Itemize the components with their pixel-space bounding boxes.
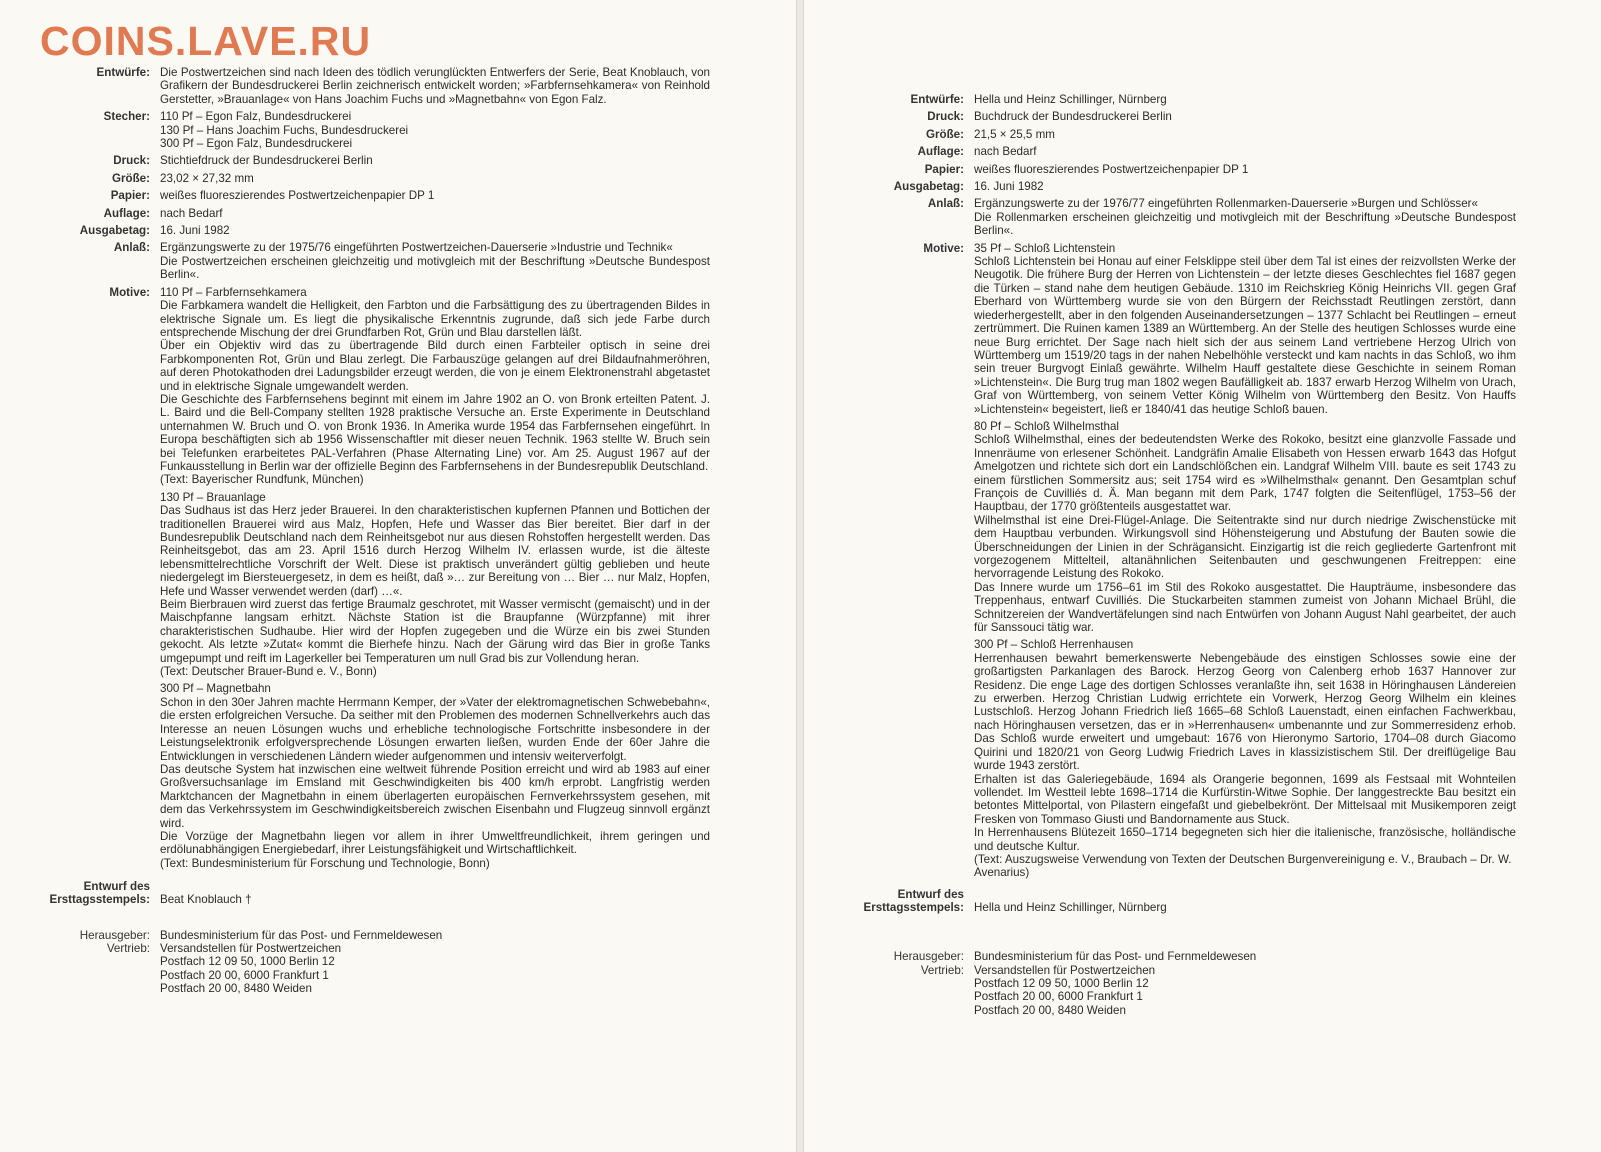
publisher-line: Postfach 20 00, 6000 Frankfurt 1 [160, 968, 329, 982]
motive-title: 300 Pf – Schloß Herrenhausen [974, 638, 1134, 652]
publisher-line: Postfach 12 09 50, 1000 Berlin 12 [974, 976, 1149, 990]
row-ausgabetag [854, 180, 1516, 193]
row-stempel [854, 888, 1516, 914]
anlass-paragraph: Die Rollenmarken erscheinen gleichzeitig und motivgleich mit der Beschriftung »Deutsche Bundespost Berlin«. [974, 210, 1516, 238]
label-anlass: Anlaß: [113, 241, 150, 255]
motive-paragraph: Die Vorzüge der Magnetbahn liegen vor allem in ihrer Umweltfreundlichkeit, ihrem geringen und erdölunabhängigen Energiebedarf, ihrer Leistungsfähigkeit und Wirtschaftlichkeit. [160, 829, 710, 857]
row-stecher [48, 110, 710, 150]
motive-block [160, 682, 710, 870]
motive-block [974, 638, 1516, 879]
row-papier [854, 163, 1516, 176]
value-ausgabetag: 16. Juni 1982 [160, 224, 230, 238]
watermark: COINS.LAVE.RU [40, 18, 372, 64]
motive-paragraph: Das Innere wurde um 1756–61 im Stil des Rokoko ausgestattet. Die Haupträume, insbesondere das Treppenhaus, entwarf Cuvilliés. Die Stuckarbeiten stammen zumeist von Johann Michael Brühl, die Schnitzereien der Wandvertäfelungen sind nach Entwürfen von Johann August Nahl gearbeitet, der auch für Sanssouci tätig war. [974, 580, 1516, 635]
label-druck: Druck: [927, 110, 964, 124]
motive-title: 130 Pf – Brauanlage [160, 490, 266, 504]
value-motive [974, 242, 1516, 884]
label-publisher [854, 950, 974, 1017]
motive-paragraph: Wilhelmsthal ist eine Drei-Flügel-Anlage. Die Seitentrakte sind nur durch niedrige Zwischenstücke mit dem Hauptbau verbunden. Wirkungsvoll sind Höhensteigerung und Abstufung der Bauten sowie die Überschneidungen der Linien in der Schrägansicht. Einzigartig ist die reich gegliederte Gartenfront mit vorgezogenem Mittelteil, altanähnlichen Seitenbauten und geschwungenen Freitreppen: eine hervorragende Leistung des Rokoko. [974, 513, 1516, 581]
publisher-line: Bundesministerium für das Post- und Fernmeldewesen [160, 928, 443, 942]
publisher-line: Postfach 12 09 50, 1000 Berlin 12 [160, 955, 335, 969]
stempel-label-line: Ersttagsstempels: [49, 893, 150, 907]
motive-title: 300 Pf – Magnetbahn [160, 682, 271, 696]
spacer [854, 918, 1516, 950]
motive-title: 110 Pf – Farbfernsehkamera [160, 285, 307, 299]
label-druck: Druck: [113, 154, 150, 168]
row-auflage [48, 207, 710, 220]
label-anlass: Anlaß: [927, 197, 964, 211]
publisher-line: Bundesministerium für das Post- und Fernmeldewesen [974, 950, 1257, 964]
stempel-label-line: Entwurf des [83, 880, 150, 894]
label-ausgabetag: Ausgabetag: [79, 224, 150, 238]
row-anlass [48, 241, 710, 281]
label-stempel [48, 880, 160, 906]
anlass-paragraph: Ergänzungswerte zu der 1976/77 eingeführten Rollenmarken-Dauerserie »Burgen und Schlösser« [974, 197, 1478, 211]
label-papier: Papier: [110, 189, 150, 203]
row-anlass [854, 197, 1516, 237]
value-stempel: Beat Knoblauch † [160, 893, 252, 907]
motive-source: (Text: Bayerischer Rundfunk, München) [160, 473, 364, 487]
value-anlass [974, 197, 1516, 237]
value-groesse: 21,5 × 25,5 mm [974, 127, 1055, 141]
motive-paragraph: Schon in den 30er Jahren machte Herrmann Kemper, der »Vater der elektromagnetischen Schwebebahn«, die ersten erfolgreichen Versuche. Da seither mit den Problemen des modernen Schnellverkehrs auch das Interesse an neuen Lösungen wuchs und erhebliche technologische Fortschritte insbesondere in der Leistungselektronik erfolgversprechende Lösungen erwarten ließen, wurden Ende der 60er Jahre die Entwicklungen in verschiedenen Ländern wieder aufgenommen und intensiv weiterverfolgt. [160, 695, 710, 763]
motive-paragraph: Beim Bierbrauen wird zuerst das fertige Braumalz geschrotet, mit Wasser vermischt (gemaischt) und in der Maischpfanne langsam erhitzt. Nächste Station ist die Braupfanne (Würzpfanne) mit ihrer charakteristischen Sudhaube. Hier wird der Hopfen zugegeben und die Würze ein bis zwei Stunden gekocht. Als letzte »Zutat« kommt die Bierhefe hinzu. Nach der Gärung wird das Bier in große Tanks umgepumpt und reift im Lagerkeller bei Temperaturen um null Grad bis zur Vollendung heran. [160, 598, 710, 665]
value-groesse: 23,02 × 27,32 mm [160, 171, 254, 185]
row-motive [48, 286, 710, 874]
label-motive: Motive: [923, 241, 964, 255]
row-groesse [48, 172, 710, 185]
row-motive [854, 242, 1516, 884]
label-ausgabetag: Ausgabetag: [893, 180, 964, 194]
motive-paragraph: In Herrenhausens Blütezeit 1650–1714 begegneten sich hier die italienische, französische, holländische und deutsche Kultur. [974, 826, 1516, 853]
distribution-label: Vertrieb: [106, 941, 150, 955]
stecher-line: 300 Pf – Egon Falz, Bundesdruckerei [160, 137, 353, 151]
label-entwuerfe: Entwürfe: [910, 93, 964, 106]
row-entwuerfe [48, 66, 710, 106]
label-auflage: Auflage: [103, 206, 150, 220]
motive-paragraph: Schloß Lichtenstein bei Honau auf einer Felsklippe steil über dem Tal ist eines der reizvollsten Werke der Neugotik. Die frühere Burg der Herren von Lichtenstein – der letzte dieses Geschlechtes fiel 1687 gegen die Türken – stand nahe dem heutigen Gebäude. 1310 im Reichskrieg König Heinrichs VII. gegen Graf Eberhard von Württemberg wurde sie von den Bürgern der Reichsstadt Reutlingen zerstört, dann wiederhergestellt, aber in den folgenden Auseinandersetzungen – 1377 Schlacht bei Reutlingen – erneut zertrümmert. Die Ruinen kamen 1389 an Württemberg. An der Stelle des heutigen Schlosses wurde eine neue Burg errichtet. Der Sage nach hielt sich der aus seinem Land vertriebene Herzog Ulrich von Württemberg um 1519/20 tags in der nahen Nebelhöhle versteckt und kam nachts in das Schloß, wo ihm sein treuer Burgvogt Einlaß gewährte. Wilhelm Hauff gestaltete diese Geschichte in seinem Roman »Lichtenstein«. Die Burg trug man 1802 wegen Baufälligkeit ab. 1837 erwarb Herzog Wilhelm von Urach, Graf von Württemberg, von seinem Vetter König Wilhelm von Württemberg den Besitz. Von Hauffs »Lichtenstein« begeistert, ließ er 1840/41 das heutige Schloß bauen. [974, 255, 1516, 416]
value-entwuerfe: Hella und Heinz Schillinger, Nürnberg [974, 93, 1167, 106]
stecher-line: 110 Pf – Egon Falz, Bundesdruckerei [160, 110, 352, 124]
motive-paragraph: Herrenhausen bewahrt bemerkenswerte Nebengebäude des einstigen Schlosses sowie eine der großartigsten Parkanlagen des Barock. Herzog Georg von Calenberg erhob 1637 Hannover zur Residenz. Die enge Lage des dortigen Schlosses veranlaßte ihn, seit 1638 in Höringhausen Ländereien zu erwerben. Herzog Christian Ludwig errichtete ein Vorwerk, Herzog Georg Wilhelm ein kleines Lustschloß. Herzog Johann Friedrich ließ 1665–68 Schloß Lauenstadt, einen einfachen Fachwerkbau, nach Höringhausen versetzen, das er in »Herrenhausen« umbenannte und zur Sommerresidenz erhob. Das Schloß wurde erweitert und umgebaut: 1676 von Hieronymo Sartorio, 1704–08 durch Giacomo Quirini und 1820/21 von Georg Ludwig Friedrich Laves in klassizistischem Stil. Der dreiflügelige Bau wurde 1943 zerstört. [974, 651, 1516, 773]
publisher-line: Postfach 20 00, 8480 Weiden [974, 1003, 1126, 1017]
motive-title: 35 Pf – Schloß Lichtenstein [974, 241, 1116, 255]
value-publisher [974, 950, 1516, 1017]
row-publisher [854, 950, 1516, 1017]
motive-block [974, 242, 1516, 416]
row-ausgabetag [48, 224, 710, 237]
motive-source: (Text: Auszugsweise Verwendung von Texten der Deutschen Burgenvereinigung e. V., Braubach – Dr. W. Avenarius) [974, 852, 1512, 880]
publisher-line: Versandstellen für Postwertzeichen [974, 963, 1156, 977]
value-stempel: Hella und Heinz Schillinger, Nürnberg [974, 900, 1167, 914]
value-auflage: nach Bedarf [160, 206, 223, 220]
row-auflage [854, 145, 1516, 158]
value-auflage: nach Bedarf [974, 145, 1037, 159]
motive-block [974, 420, 1516, 635]
distribution-label: Vertrieb: [920, 963, 964, 977]
stempel-label-line: Ersttagsstempels: [863, 900, 964, 914]
value-motive [160, 286, 710, 874]
value-papier: weißes fluoreszierendes Postwertzeichenpapier DP 1 [160, 189, 435, 203]
label-publisher [48, 929, 160, 996]
row-papier [48, 189, 710, 202]
value-stecher [160, 110, 710, 150]
row-publisher [48, 929, 710, 996]
motive-paragraph: Erhalten ist das Galeriegebäude, 1694 als Orangerie begonnen, 1699 als Festsaal mit Wohnteilen vollendet. Im Westteil lebte 1698–1714 die Kurfürstin-Witwe Sophie. Der langgestreckte Bau besitzt ein betontes Mittelportal, von Pilastern eingefaßt und giebelbekrönt. Der Mittelsaal mit Musikemporen zeigt Fresken von Tommaso Giusti und Bandornamente aus Stuck. [974, 772, 1516, 826]
publisher-line: Versandstellen für Postwertzeichen [160, 941, 342, 955]
spacer [48, 911, 710, 929]
motive-paragraph: Das Sudhaus ist das Herz jeder Brauerei. In den charakteristischen kupfernen Pfannen und Bottichen der traditionellen Brauerei wird aus Malz, Hopfen, Hefe und Wasser das Bier bereitet. Bier darf in der Bundesrepublik Deutschland nach dem Reinheitsgebot nur aus diesen Rohstoffen hergestellt werden. Das Reinheitsgebot, das am 23. April 1516 durch Herzog Wilhelm IV. erlassen wurde, ist die älteste lebensmittelrechtliche Vorschrift der Welt. Diese ist praktisch unverändert gültig geblieben und heute niedergelegt im Biersteuergesetz, in dem es heißt, daß »… zur Bereitung von … Bier … nur Malz, Hopfen, Hefe und Wasser verwendet werden (darf) …«. [160, 504, 710, 598]
left-column [48, 66, 710, 1000]
left-sheet [0, 0, 797, 1152]
label-motive: Motive: [109, 285, 150, 299]
row-groesse [854, 128, 1516, 141]
motive-block [160, 286, 710, 487]
motive-source: (Text: Deutscher Brauer-Bund e. V., Bonn) [160, 665, 377, 679]
label-stecher: Stecher: [103, 110, 150, 124]
label-groesse: Größe: [111, 171, 150, 185]
label-groesse: Größe: [925, 127, 964, 141]
label-stempel [854, 888, 974, 914]
right-sheet [803, 0, 1601, 1152]
right-column [854, 93, 1516, 1021]
value-publisher [160, 929, 710, 996]
anlass-paragraph: Ergänzungswerte zu der 1975/76 eingeführten Postwertzeichen-Dauerserie »Industrie und Technik« [160, 241, 673, 255]
value-druck: Buchdruck der Bundesdruckerei Berlin [974, 110, 1172, 124]
motive-paragraph: Die Farbkamera wandelt die Helligkeit, den Farbton und die Farbsättigung des zu übertragenden Bildes in elektrische Signale um. Es liegt die physikalische Erkenntnis zugrunde, daß sich jede Farbe durch entsprechende Mischung der drei Grundfarben Rot, Grün und Blau darstellen läßt. [160, 299, 710, 339]
stecher-line: 130 Pf – Hans Joachim Fuchs, Bundesdruckerei [160, 123, 409, 137]
value-entwuerfe: Die Postwertzeichen sind nach Ideen des tödlich verunglückten Entwerfers der Serie, Beat Knoblauch, von Grafikern der Bundesdruckerei Berlin zeichnerisch entwickelt worden; »Farbfernsehkamera« von Reinhold Gerstetter, »Brauanlage« von Hans Joachim Fuchs und »Magnetbahn« von Egon Falz. [160, 66, 710, 106]
row-druck [48, 154, 710, 167]
motive-paragraph: Das deutsche System hat inzwischen eine weltweit führende Position erreicht und wird ab 1983 auf einer Großversuchsanlage im Emsland mit Geschwindigkeiten bis 400 km/h erprobt. Langfristig werden Marktchancen der Magnetbahn in einem überlagerten europäischen Fernverkehrssystem gesehen, mit dem das Verkehrssystem im Geschwindigkeitsbereich zwischen Eisenbahn und Flugzeug sinnvoll ergänzt wird. [160, 762, 710, 830]
motive-block [160, 491, 710, 679]
value-anlass [160, 241, 710, 281]
label-entwuerfe: Entwürfe: [96, 66, 150, 79]
stempel-label-line: Entwurf des [897, 887, 964, 901]
label-auflage: Auflage: [917, 145, 964, 159]
motive-source: (Text: Bundesministerium für Forschung und Technologie, Bonn) [160, 856, 490, 870]
anlass-paragraph: Die Postwertzeichen erscheinen gleichzeitig und motivgleich mit der Beschriftung »Deutsche Bundespost Berlin«. [160, 254, 710, 282]
row-entwuerfe [854, 93, 1516, 106]
label-papier: Papier: [924, 162, 964, 176]
row-stempel [48, 880, 710, 906]
publisher-label: Herausgeber: [79, 928, 150, 942]
value-papier: weißes fluoreszierendes Postwertzeichenpapier DP 1 [974, 162, 1249, 176]
row-druck [854, 110, 1516, 123]
value-druck: Stichtiefdruck der Bundesdruckerei Berlin [160, 154, 373, 168]
publisher-label: Herausgeber: [893, 950, 964, 964]
motive-title: 80 Pf – Schloß Wilhelmsthal [974, 419, 1119, 433]
publisher-line: Postfach 20 00, 8480 Weiden [160, 982, 312, 996]
motive-paragraph: Über ein Objektiv wird das zu übertragende Bild durch einen Farbteiler optisch in seine drei Farbkomponenten Rot, Grün und Blau zerlegt. Die Farbauszüge gelangen auf drei Bildaufnahmeröhren, auf deren Photokathoden drei Ladungsbilder erzeugt werden, die von je einem Elektronenstrahl abgetastet und in elektrische Signale umgewandelt werden. [160, 339, 710, 393]
value-ausgabetag: 16. Juni 1982 [974, 180, 1044, 194]
publisher-line: Postfach 20 00, 6000 Frankfurt 1 [974, 990, 1143, 1004]
motive-paragraph: Die Geschichte des Farbfernsehens beginnt mit einem im Jahre 1902 an O. von Bronk erteilten Patent. J. L. Baird und die Bell-Company stellten 1928 praktische Versuche an. Erste Experimente in Deutschland unternahmen W. Bruch und O. von Bronk 1936. In Amerika wurde 1954 das Farbfernsehen eingeführt. In Europa beschäftigten sich ab 1956 Wissenschaftler mit dieser neuen Technik. 1963 stellte W. Bruch sein bei Telefunken erarbeitetes PAL-Verfahren (Phase Alternating Line) vor. Am 25. August 1967 auf der Funkausstellung in Berlin war der offizielle Beginn des Farbfernsehens in der Bundesrepublik Deutschland. [160, 392, 710, 473]
motive-paragraph: Schloß Wilhelmsthal, eines der bedeutendsten Werke des Rokoko, besitzt eine glanzvolle Fassade und Innenräume von erlesener Schönheit. Landgräfin Amalie Elisabeth von Hessen erwarb 1643 das Hofgut Amelgotzen und richtete sich dort ein Landschlößchen ein. Landgraf Wilhelm VIII. baute es seit 1743 zu einem fürstlichen Sommersitz aus; seit 1754 wird es »Wilhelmsthal« genannt. Den Gesamtplan schuf François de Cuvilliés d. Ä. Man begann mit dem Park, 1747 folgten die Seitenflügel, 1753–56 der Hauptbau, der 1770 größtenteils ausgestattet war. [974, 433, 1516, 514]
